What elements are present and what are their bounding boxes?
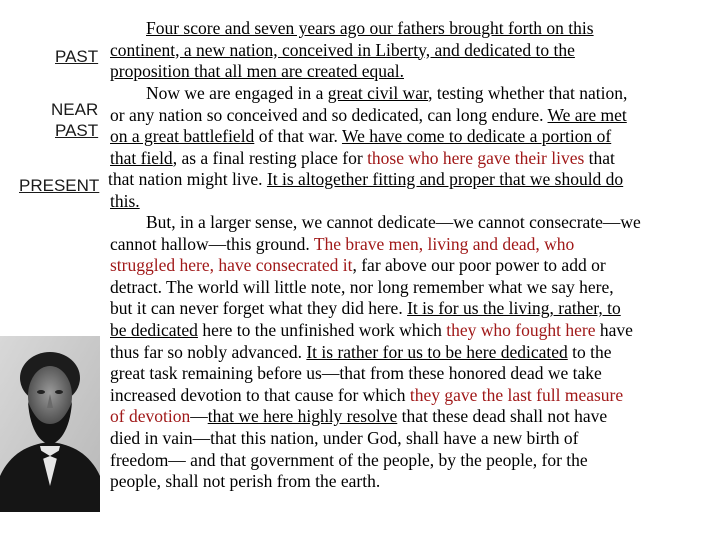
underlined-phrase: on a great battlefield xyxy=(110,126,255,147)
text-run: — xyxy=(190,406,208,427)
text-line xyxy=(110,385,641,407)
underlined-phrase: this. xyxy=(110,190,140,211)
text-run: but it can never forget what they did here. xyxy=(110,298,408,319)
text-line xyxy=(110,363,641,385)
underlined-phrase: It is for us the living, rather, to xyxy=(407,298,621,319)
text-line xyxy=(108,169,627,191)
highlighted-phrase: The brave men, living and dead, who xyxy=(313,233,575,254)
text-line xyxy=(110,428,641,450)
underlined-phrase: be dedicated xyxy=(110,319,198,340)
text-line xyxy=(110,40,594,62)
text-run: But, in a larger sense, we cannot dedicate—we cannot consecrate—we xyxy=(146,212,641,232)
underlined-phrase: great civil war xyxy=(327,83,429,103)
text-line xyxy=(110,406,641,428)
text-line xyxy=(110,191,627,213)
text-run: thus far so nobly advanced. xyxy=(110,341,307,362)
underlined-phrase: We are met xyxy=(547,104,627,125)
text-run: that xyxy=(584,147,615,168)
underlined-phrase: We have come to dedicate a portion of xyxy=(341,126,612,147)
text-line xyxy=(110,212,641,234)
underlined-phrase: Four score and seven years ago our fathers brought forth on this xyxy=(146,18,594,38)
text-run: freedom— and that government of the people, by the people, for the xyxy=(110,449,588,470)
highlighted-phrase: struggled here, have consecrated it xyxy=(110,255,353,276)
margin-label-past: PAST xyxy=(55,47,99,66)
text-line xyxy=(110,277,641,299)
text-run: , as a final resting place for xyxy=(172,147,368,168)
margin-label-present: PRESENT xyxy=(19,176,100,195)
underlined-phrase: proposition that all men are created equal. xyxy=(110,61,404,82)
margin-label-past-2: PAST xyxy=(55,121,99,140)
text-line xyxy=(110,450,641,472)
text-run: , testing whether that nation, xyxy=(428,83,628,103)
text-run: or any nation so conceived and so dedicated, can long endure. xyxy=(110,104,548,125)
text-run: increased devotion to that cause for which xyxy=(110,384,410,405)
text-line xyxy=(110,126,627,148)
underlined-phrase: that field xyxy=(110,147,173,168)
lincoln-portrait xyxy=(0,336,100,512)
text-line xyxy=(110,148,627,170)
paragraph-2 xyxy=(110,83,627,213)
text-line xyxy=(110,471,641,493)
text-line xyxy=(110,342,641,364)
highlighted-phrase: they gave the last full measure xyxy=(409,384,624,405)
text-line xyxy=(110,61,594,83)
text-run: died in vain—that this nation, under God, shall have a new birth of xyxy=(110,427,579,448)
underlined-phrase: It is altogether fitting and proper that we should do xyxy=(266,169,624,190)
highlighted-phrase: they who fought here xyxy=(446,319,596,340)
text-line xyxy=(110,320,641,342)
highlighted-phrase: those who here gave their lives xyxy=(367,147,585,168)
text-run: , far above our poor power to add or xyxy=(352,255,606,276)
underlined-phrase: continent, a new nation, conceived in Liberty, and dedicated to the xyxy=(110,39,575,60)
text-run: Now we are engaged in a xyxy=(146,83,328,103)
paragraph-1 xyxy=(110,18,594,83)
text-line xyxy=(110,298,641,320)
text-line xyxy=(110,18,594,40)
text-run: to the xyxy=(567,341,612,362)
text-line xyxy=(110,234,641,256)
paragraph-3 xyxy=(110,212,641,493)
text-run: cannot hallow—this ground. xyxy=(110,233,314,254)
underlined-phrase: that we here highly resolve xyxy=(207,406,398,427)
text-run: great task remaining before us—that from these honored dead we take xyxy=(110,363,602,384)
text-run: people, shall not perish from the earth. xyxy=(110,471,381,492)
underlined-phrase: It is rather for us to be here dedicated xyxy=(306,341,568,362)
highlighted-phrase: of devotion xyxy=(110,406,191,427)
text-line xyxy=(110,83,627,105)
portrait-image-icon xyxy=(0,336,100,512)
text-run: have xyxy=(595,319,633,340)
text-run: of that war. xyxy=(254,126,342,147)
text-run: detract. The world will little note, nor long remember what we say here, xyxy=(110,276,614,297)
text-line xyxy=(110,105,627,127)
text-run: that nation might live. xyxy=(108,169,267,190)
text-run: that these dead shall not have xyxy=(397,406,608,427)
margin-label-near: NEAR xyxy=(51,100,99,119)
text-line xyxy=(110,255,641,277)
text-run: here to the unfinished work which xyxy=(197,319,447,340)
